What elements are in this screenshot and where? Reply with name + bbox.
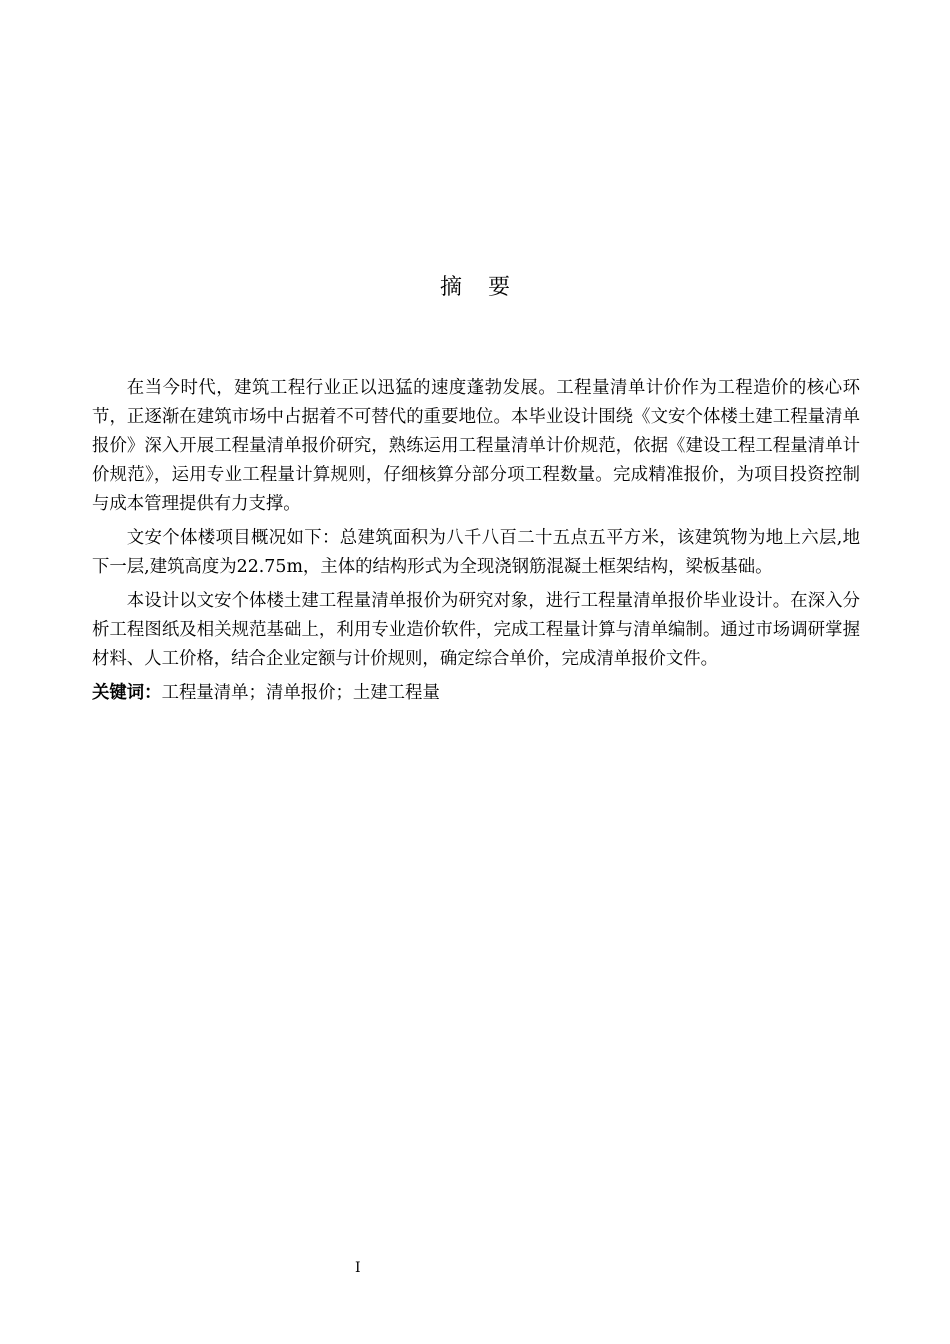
keywords-label: 关键词： [92,683,162,703]
abstract-paragraph-2: 文安个体楼项目概况如下：总建筑面积为八千八百二十五点五平方米，该建筑物为地上六层,地下一层,建筑高度为22.75m，主体的结构形式为全现浇钢筋混凝土框架结构，梁板基础。 [92,528,860,577]
keywords-text: 工程量清单；清单报价；土建工程量 [161,683,440,703]
abstract-paragraph-3: 本设计以文安个体楼土建工程量清单报价为研究对象，进行工程量清单报价毕业设计。在深入分析工程图纸及相关规范基础上，利用专业造价软件，完成工程量计算与清单编制。通过市场调研掌握材料、人工价格，结合企业定额与计价规则，确定综合单价，完成清单报价文件。 [92,591,860,669]
abstract-paragraph-1: 在当今时代，建筑工程行业正以迅猛的速度蓬勃发展。工程量清单计价作为工程造价的核心环节，正逐渐在建筑市场中占据着不可替代的重要地位。本毕业设计围绕《文安个体楼土建工程量清单报价》深入开展工程量清单报价研究，熟练运用工程量清单计价规范，依据《建设工程工程量清单计价规范》，运用专业工程量计算规则，仔细核算分部分项工程数量。完成精准报价，为项目投资控制与成本管理提供有力支撑。 [92,378,860,514]
keywords-line [92,679,860,708]
abstract-title [0,272,950,304]
abstract-title-char-2: 要 [488,275,511,300]
abstract-body [92,374,860,708]
page-number: I [355,1260,361,1276]
abstract-title-char-1: 摘 [439,275,462,300]
